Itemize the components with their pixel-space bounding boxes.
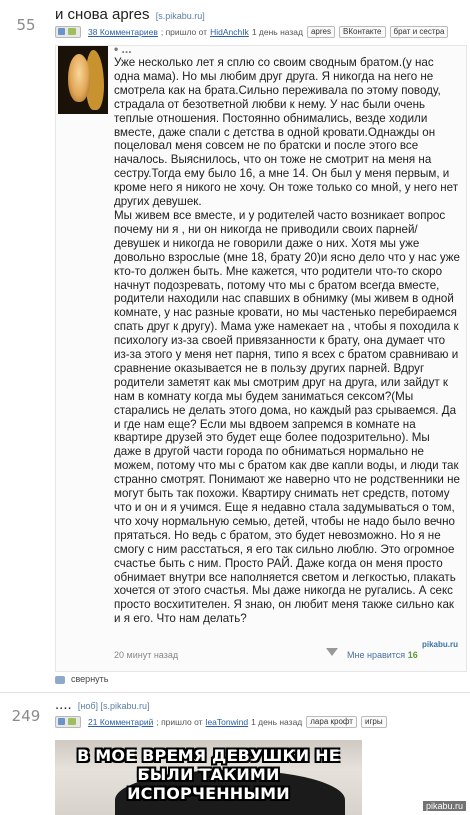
save-icon <box>68 718 76 725</box>
post-time-2: 1 день назад <box>251 717 303 727</box>
post-rating-2: 249 <box>11 707 41 725</box>
posted-prefix: ; пришло от <box>160 27 208 37</box>
post-meta <box>55 26 448 38</box>
tag-lara-croft[interactable]: лара крофт <box>306 716 357 728</box>
comments-link[interactable]: 38 Комментариев <box>88 27 158 37</box>
post-rating: 55 <box>16 16 36 34</box>
comment-time: 20 минут назад <box>114 650 179 660</box>
comment-paragraph-2: Мы живем все вместе, и у родителей часто возникает вопрос почему ни я , ни он никогда не приводили своих парней/девушек и никогда не говорили даже о них. Хотя мы уже довольно взрослые (мне 18, брату 20)и ясно дело что у нас уже кто-то должен быть. Мне кажется, что родители что-то скоро начнут подозревать, потому что мы с братом всегда вместе, родители находили нас спавших в обнимку (мы живем в одной комнате, у нас разные кровати, но мы частенько перебираемся спать друг к другу). Мама уже намекает на , чтобы я походила к психологу из-за своей привязанности к брату, она думает что из-за этого у меня нет парня, типо я всех с братом сравниваю и сравнение оказывается не в пользу других парней. Вдруг родители заметят как мы смотрим друг на друга, или зайдут к нам в комнату когда мы будем заниматься сексом?(Мы старались не делать этого дома, но каждый раз срываемся. Да и где нам еще? Если мы вдвоем запремся в комнате на квартире друзей это будет еще более подозрительно). Мы даже в другой части города по обниматься нормально не можем, потому что мы с братом как две капли воды, и люди так странно смотрят. Понимают же наверно что не родственники не могут быть так похожи. Квартиру снимать нет средств, потому что и он и я учимся. Еще я недавно стала задумываться о том, что хочу нормальную семью, детей, чтобы не надо было вечно прятаться. Но ведь с братом, это будет невозможно. Но я не смогу с ним расстаться, я его так сильно люблю. Это огромное счастье быть с ним. Просто РАЙ. Даже когда он меня просто обнимает внутри все наполняется светом и легкостью, плакать хочется от этого счастья. Мы даже никогда не ругались. А секс просто восхитителен. Я знаю, он любит меня также сильно как и я его. Что нам делать? <box>114 208 460 626</box>
post-divider <box>0 692 470 693</box>
thumbs-up-icon <box>58 28 65 35</box>
reply-arrow-icon <box>326 648 338 656</box>
meme-caption: В МОЕ ВРЕМЯ ДЕВУШКИ НЕ БЫЛИ ТАКИМИ ИСПОРЧЕННЫМИ <box>77 746 340 803</box>
commenter-name: • ... <box>114 45 132 56</box>
comment-text <box>114 56 460 626</box>
comment-paragraph-1: Уже несколько лет я сплю со своим сводным братом.(у нас одна мама). Но мы любим друг друга. Я никогда на него не смотрела как на брата.Сильно переживала по этому поводу, страдала от безответной любви к нему. У нас были очень теплые отношения. Постоянно обнимались, везде ходили вместе, даже спали с детства в одной кровати.Однажды он поцеловал меня совсем не по братски и после этого все началось. Выяснилось, что он тоже не смотрит на меня на сестру.Тогда ему было 16, а мне 14. Он был у меня первым, и кроме него я никого не хочу. Он тоже только со мной, у него нет других девушек. <box>114 56 459 209</box>
rate-buttons-2[interactable] <box>55 716 81 728</box>
commenter-avatar <box>58 46 108 114</box>
tag-vkontakte[interactable]: ВКонтакте <box>339 26 386 38</box>
post-title[interactable]: и снова apres <box>55 6 150 23</box>
save-icon <box>68 28 76 35</box>
comments-link-2[interactable]: 21 Комментарий <box>88 717 154 727</box>
collapse-button[interactable]: свернуть <box>55 674 108 684</box>
author-link-2[interactable]: leaTonwind <box>205 717 249 727</box>
post-image <box>55 45 467 672</box>
site-watermark: pikabu.ru <box>423 801 466 811</box>
post-title-row <box>55 6 205 23</box>
post-meta-2 <box>55 716 387 728</box>
post-source-2: [ноб] [s.pikabu.ru] <box>77 701 150 711</box>
collapse-hand-icon <box>55 676 65 684</box>
meme-image <box>55 740 362 815</box>
thumbs-up-icon <box>58 718 65 725</box>
likes-count: 16 <box>407 650 418 660</box>
post-source: [s.pikabu.ru] <box>155 11 205 21</box>
tag-apres[interactable]: apres <box>307 26 335 38</box>
posted-prefix-2: ; пришло от <box>156 717 203 727</box>
tag-brother-sister[interactable]: брат и сестра <box>390 26 449 38</box>
author-link[interactable]: HidAnchIk <box>210 27 249 37</box>
tag-games[interactable]: игры <box>361 716 387 728</box>
post-time: 1 день назад <box>251 27 303 37</box>
rate-buttons[interactable] <box>55 26 81 38</box>
post-title-2[interactable]: .... <box>55 696 72 713</box>
image-watermark: pikabu.ru <box>422 640 459 649</box>
like-button: Мне нравится 16 <box>347 650 418 660</box>
post-title-row-2 <box>55 696 150 713</box>
